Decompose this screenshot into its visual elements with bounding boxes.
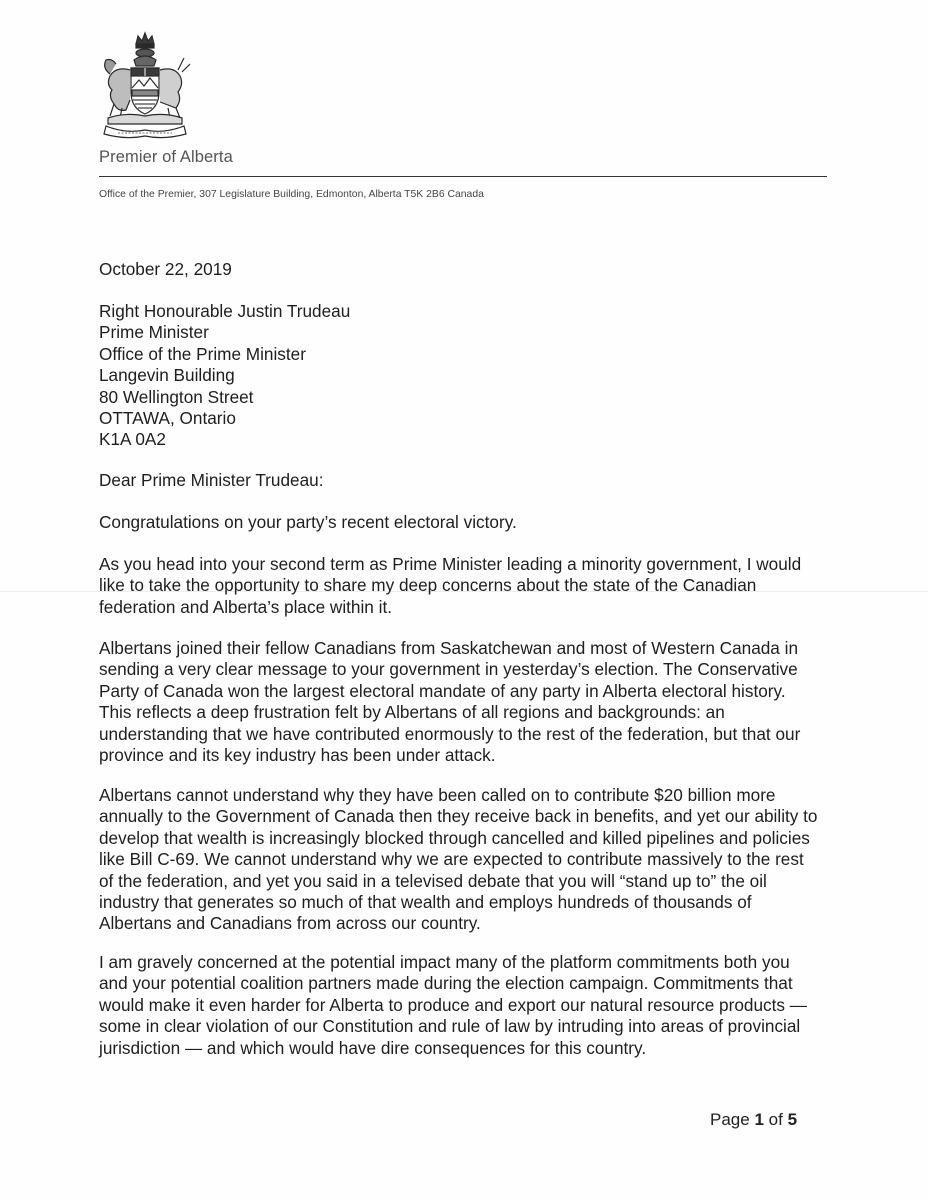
letter-date: October 22, 2019: [99, 259, 232, 279]
page-word: Page: [710, 1110, 750, 1129]
recipient-line: Prime Minister: [99, 322, 209, 343]
page-current: 1: [754, 1110, 764, 1129]
paragraph-text: I am gravely concerned at the potential impact many of the platform commitments both you and your potential coalition partners made during the election campaign. Commitments that would make it even harder for Alberta to produce and export our natural resource products — some in clear violation of our Constitution and rule of law by intruding into areas of provincial jurisdiction — and which would have dire consequences for this country.: [99, 952, 807, 1058]
recipient-address-block: [99, 301, 819, 451]
letterhead-address: Office of the Premier, 307 Legislature Building, Edmonton, Alberta T5K 2B6 Canada: [99, 189, 484, 200]
letterhead-rule: [99, 176, 827, 177]
body-paragraph: [99, 512, 819, 533]
page-number: [710, 1110, 797, 1130]
paragraph-text: Congratulations on your party’s recent electoral victory.: [99, 512, 517, 532]
paragraph-text: Albertans joined their fellow Canadians from Saskatchewan and most of Western Canada in sending a very clear message to your government in yesterday’s election. The Conservative Party of Canada won the largest electoral mandate of any party in Alberta electoral history. This reflects a deep frustration felt by Albertans of all regions and backgrounds: an understanding that we have contributed enormously to the rest of the federation, but that our province and its key industry has been under attack.: [99, 638, 801, 766]
body-paragraph: [99, 554, 819, 618]
page-total: 5: [787, 1110, 798, 1129]
paragraph-text: Albertans cannot understand why they have been called on to contribute $20 billion more annually to the Government of Canada then they receive back in benefits, and yet our ability to develop that wealth is increasingly blocked through cancelled and killed pipelines and policies like Bill C-69. We cannot understand why we are expected to contribute massively to the rest of the federation, and yet you said in a televised debate that you will “stand up to” the oil industry that generates so much of that wealth and employs hundreds of thousands of Albertans and Canadians from across our country.: [99, 785, 818, 934]
recipient-line: Office of the Prime Minister: [99, 343, 306, 364]
recipient-line: Langevin Building: [99, 365, 235, 386]
recipient-line: 80 Wellington Street: [99, 386, 254, 407]
body-paragraph: [99, 785, 819, 935]
salutation: Dear Prime Minister Trudeau:: [99, 470, 324, 490]
recipient-line: K1A 0A2: [99, 429, 166, 450]
paragraph-text: As you head into your second term as Prime Minister leading a minority government, I would like to take the opportunity to share my deep concerns about the state of the Canadian federation and Alberta’s place within it.: [99, 554, 802, 617]
page-of: of: [768, 1110, 783, 1129]
letterhead-title: Premier of Alberta: [99, 148, 233, 166]
body-paragraph: [99, 952, 819, 1059]
alberta-coat-of-arms-icon: [96, 30, 194, 140]
recipient-line: OTTAWA, Ontario: [99, 408, 236, 429]
recipient-line: Right Honourable Justin Trudeau: [99, 301, 351, 321]
body-paragraph: [99, 638, 819, 766]
